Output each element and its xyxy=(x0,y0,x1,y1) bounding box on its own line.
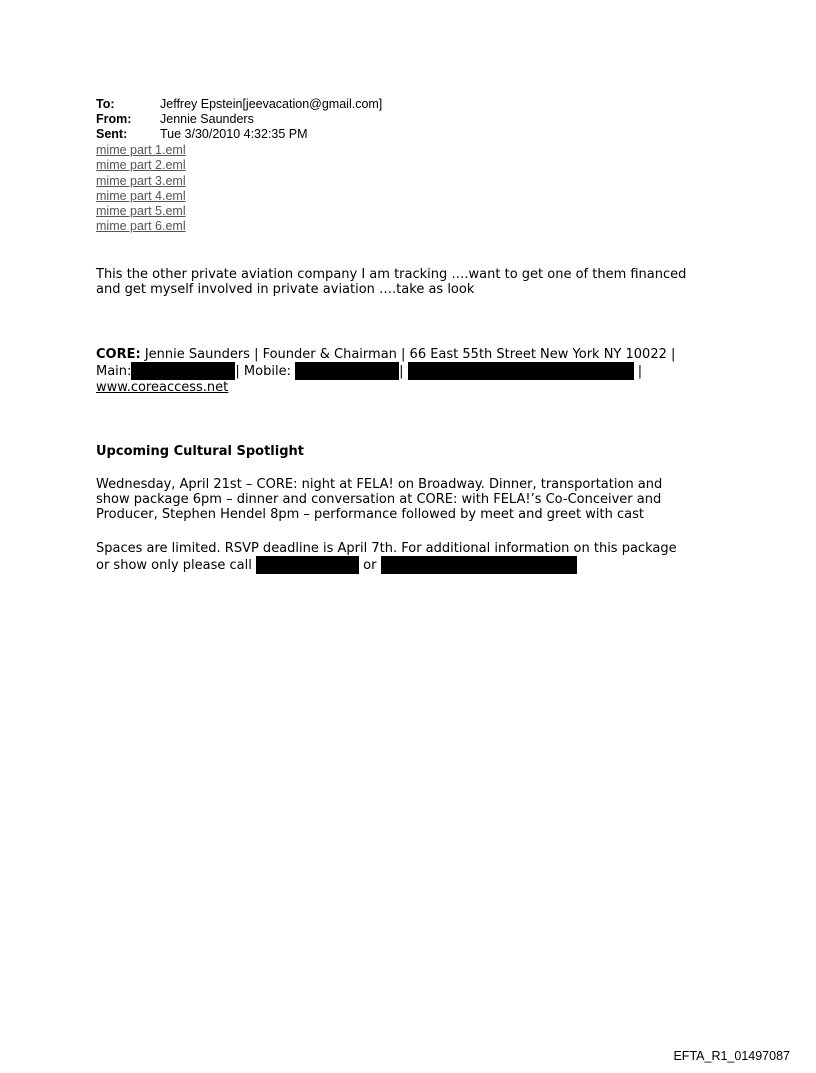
redaction-bar xyxy=(408,362,634,380)
attachment-link[interactable]: mime part 1.eml xyxy=(96,143,186,157)
main-label: Main: xyxy=(96,364,132,379)
signature-details: Jennie Saunders | Founder & Chairman | 66 East 55th Street New York NY 10022 | xyxy=(140,347,676,362)
from-label: From: xyxy=(96,112,132,126)
to-row xyxy=(96,97,382,112)
email-body xyxy=(96,267,736,297)
spotlight-title: Upcoming Cultural Spotlight xyxy=(96,444,304,459)
signature-brand: CORE: xyxy=(96,347,141,362)
event-description xyxy=(96,477,736,522)
sent-label: Sent: xyxy=(96,127,128,141)
to-value: Jeffrey Epstein[jeevacation@gmail.com] xyxy=(160,97,383,111)
event-line: Producer, Stephen Hendel 8pm – performance followed by meet and greet with cast xyxy=(96,507,644,522)
attachment-link[interactable]: mime part 4.eml xyxy=(96,188,186,203)
redaction-bar xyxy=(131,362,235,380)
signature-contact-line xyxy=(96,362,736,380)
attachment-link[interactable]: mime part 3.eml xyxy=(96,173,186,188)
rsvp-line: Spaces are limited. RSVP deadline is April 7th. For additional information on this package xyxy=(96,541,677,556)
document-id: EFTA_R1_01497087 xyxy=(673,1049,790,1063)
from-row xyxy=(96,112,382,127)
sent-value: Tue 3/30/2010 4:32:35 PM xyxy=(160,127,308,141)
event-line: show package 6pm – dinner and conversation at CORE: with FELA!’s Co-Conceiver and xyxy=(96,492,662,507)
attachment-link[interactable]: mime part 6.eml xyxy=(96,219,186,234)
attachment-link[interactable]: mime part 5.eml xyxy=(96,204,186,219)
to-label: To: xyxy=(96,97,115,111)
email-header xyxy=(96,97,382,142)
rsvp-call-text: or show only please call xyxy=(96,558,252,573)
signature-line xyxy=(96,347,736,362)
website-link[interactable]: www.coreaccess.net xyxy=(96,380,229,395)
website-line xyxy=(96,380,736,395)
rsvp-line xyxy=(96,556,736,574)
signature-separator: | xyxy=(637,364,643,379)
redaction-bar xyxy=(295,362,399,380)
from-value: Jennie Saunders xyxy=(160,112,254,126)
attachment-list xyxy=(96,143,186,235)
attachment-link[interactable]: mime part 2.eml xyxy=(96,158,186,173)
rsvp-info xyxy=(96,541,736,574)
body-line: This the other private aviation company I am tracking ….want to get one of them financed xyxy=(96,267,687,282)
signature-separator: | xyxy=(399,364,404,379)
redaction-bar xyxy=(381,556,577,574)
signature-block xyxy=(96,347,736,395)
sent-row xyxy=(96,127,382,142)
mobile-label: | Mobile: xyxy=(235,364,291,379)
rsvp-or-text: or xyxy=(363,558,377,573)
redaction-bar xyxy=(256,556,359,574)
body-line: and get myself involved in private aviation ….take as look xyxy=(96,282,475,297)
event-line: Wednesday, April 21st – CORE: night at FELA! on Broadway. Dinner, transportation and xyxy=(96,477,663,492)
